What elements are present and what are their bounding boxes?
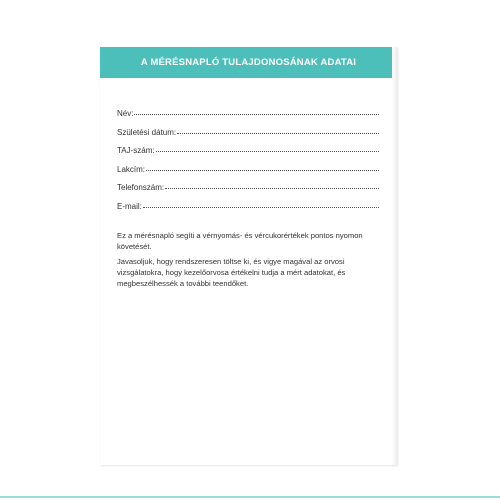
field-taj-number[interactable] (117, 146, 379, 165)
field-email[interactable] (117, 202, 379, 221)
header-band (100, 47, 397, 78)
field-name[interactable] (117, 109, 379, 128)
dotted-entry-line[interactable] (165, 186, 379, 189)
info-paragraph: Javasoljuk, hogy rendszeresen töltse ki, és vigye magával az orvosi vizsgálatokra, hogy kezelőorvosa értékelni tudja a mért adatokat, és megbeszélhessék a további teendőket. (117, 257, 346, 288)
owner-fields (117, 109, 379, 221)
field-label: Születési dátum: (117, 127, 177, 137)
info-paragraph: Ez a mérésnapló segíti a vérnyomás- és vércukorértékek pontos nyomon követését. (117, 231, 363, 251)
field-label: Lakcím: (117, 164, 146, 174)
info-text (117, 230, 379, 293)
dotted-entry-line[interactable] (143, 205, 379, 208)
dotted-entry-line[interactable] (134, 112, 379, 115)
bottom-accent-line (0, 496, 500, 498)
field-address[interactable] (117, 165, 379, 184)
page-edge-shadow (392, 47, 397, 465)
dotted-entry-line[interactable] (177, 131, 379, 134)
field-label: Telefonszám: (117, 183, 165, 193)
field-phone[interactable] (117, 183, 379, 202)
dotted-entry-line[interactable] (156, 149, 379, 152)
page-title: A MÉRÉSNAPLÓ TULAJDONOSÁNAK ADATAI (140, 57, 357, 68)
dotted-entry-line[interactable] (146, 168, 379, 171)
field-label: Név: (117, 109, 134, 118)
booklet-page (100, 47, 397, 465)
field-birth-date[interactable] (117, 128, 379, 147)
field-label: E-mail: (117, 201, 142, 211)
field-label: TAJ-szám: (117, 146, 155, 156)
